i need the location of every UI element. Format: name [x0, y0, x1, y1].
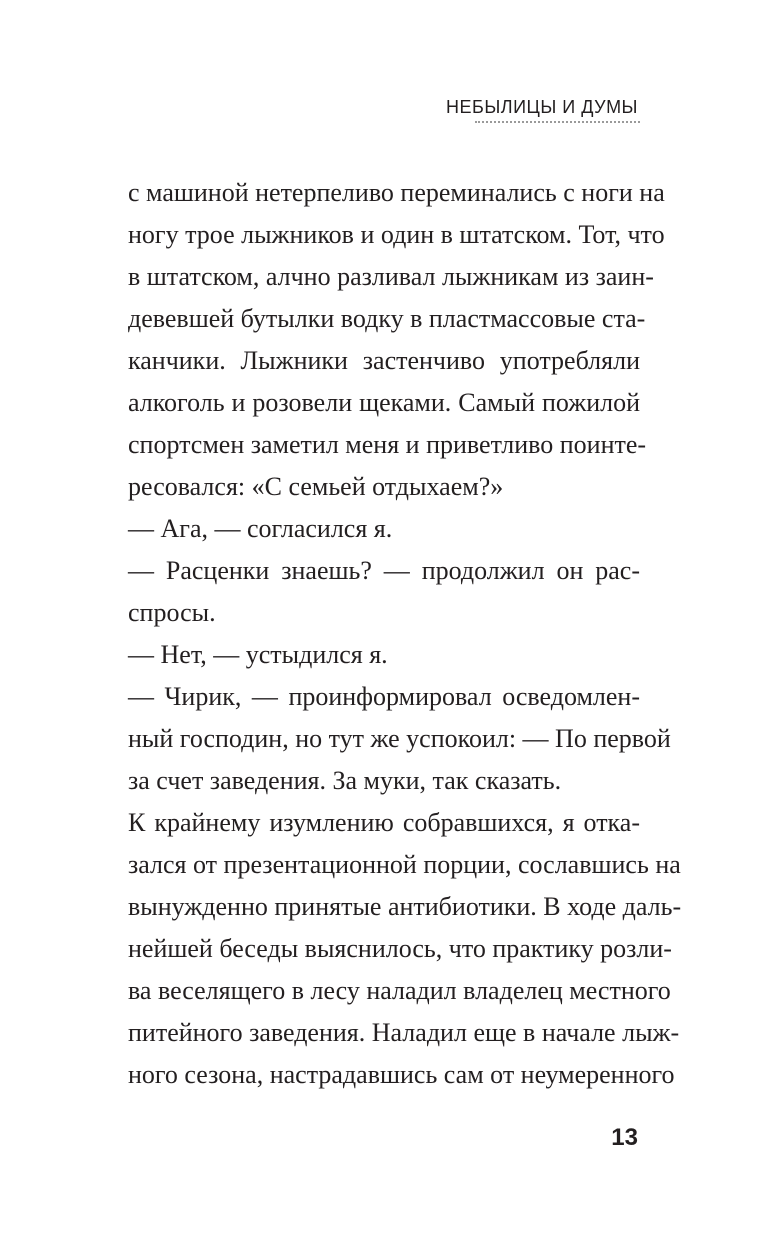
text-line: зался от презентационной порции, сославшись на — [128, 850, 681, 879]
text-line: ногу трое лыжников и один в штатском. Тот, что — [128, 220, 665, 249]
text-line: спросы. — [128, 598, 216, 627]
page-number: 13 — [611, 1124, 638, 1151]
text-line: ва веселящего в лесу наладил владелец местного — [128, 976, 671, 1005]
text-line: ного сезона, настрадавшись сам от неумеренного — [128, 1060, 675, 1089]
dialog-line: — Расценки знаешь? — продолжил он рас- — [128, 556, 640, 585]
dialog-line: — Ага, — согласился я. — [128, 514, 393, 543]
text-line: за счет заведения. За муки, так сказать. — [128, 766, 562, 795]
dialog-line: — Чирик, — проинформировал осведомлен- — [128, 682, 640, 711]
text-line: спортсмен заметил меня и приветливо поинте- — [128, 430, 647, 459]
text-line: канчики. Лыжники застенчиво употребляли — [128, 346, 640, 375]
text-line: питейного заведения. Наладил еще в начале лыж- — [128, 1018, 680, 1047]
header-decorative-rule — [475, 121, 640, 126]
dialog-line: — Нет, — устыдился я. — [128, 640, 388, 669]
text-line: вынужденно принятые антибиотики. В ходе даль- — [128, 892, 682, 921]
text-line: ресовался: «С семьей отдыхаем?» — [128, 472, 504, 501]
text-line: алкоголь и розовели щеками. Самый пожилой — [128, 388, 640, 417]
paragraph-first-line: К крайнему изумлению собравшихся, я отка- — [128, 808, 640, 837]
text-line: ный господин, но тут же успокоил: — По первой — [128, 724, 671, 753]
page-body — [128, 172, 682, 1096]
text-line: девевшей бутылки водку в пластмассовые ста- — [128, 304, 646, 333]
text-line: в штатском, алчно разливал лыжникам из заин- — [128, 262, 654, 291]
text-line: с машиной нетерпеливо переминались с ноги на — [128, 178, 665, 207]
running-header: НЕБЫЛИЦЫ И ДУМЫ — [446, 97, 638, 117]
text-line: нейшей беседы выяснилось, что практику розли- — [128, 934, 672, 963]
